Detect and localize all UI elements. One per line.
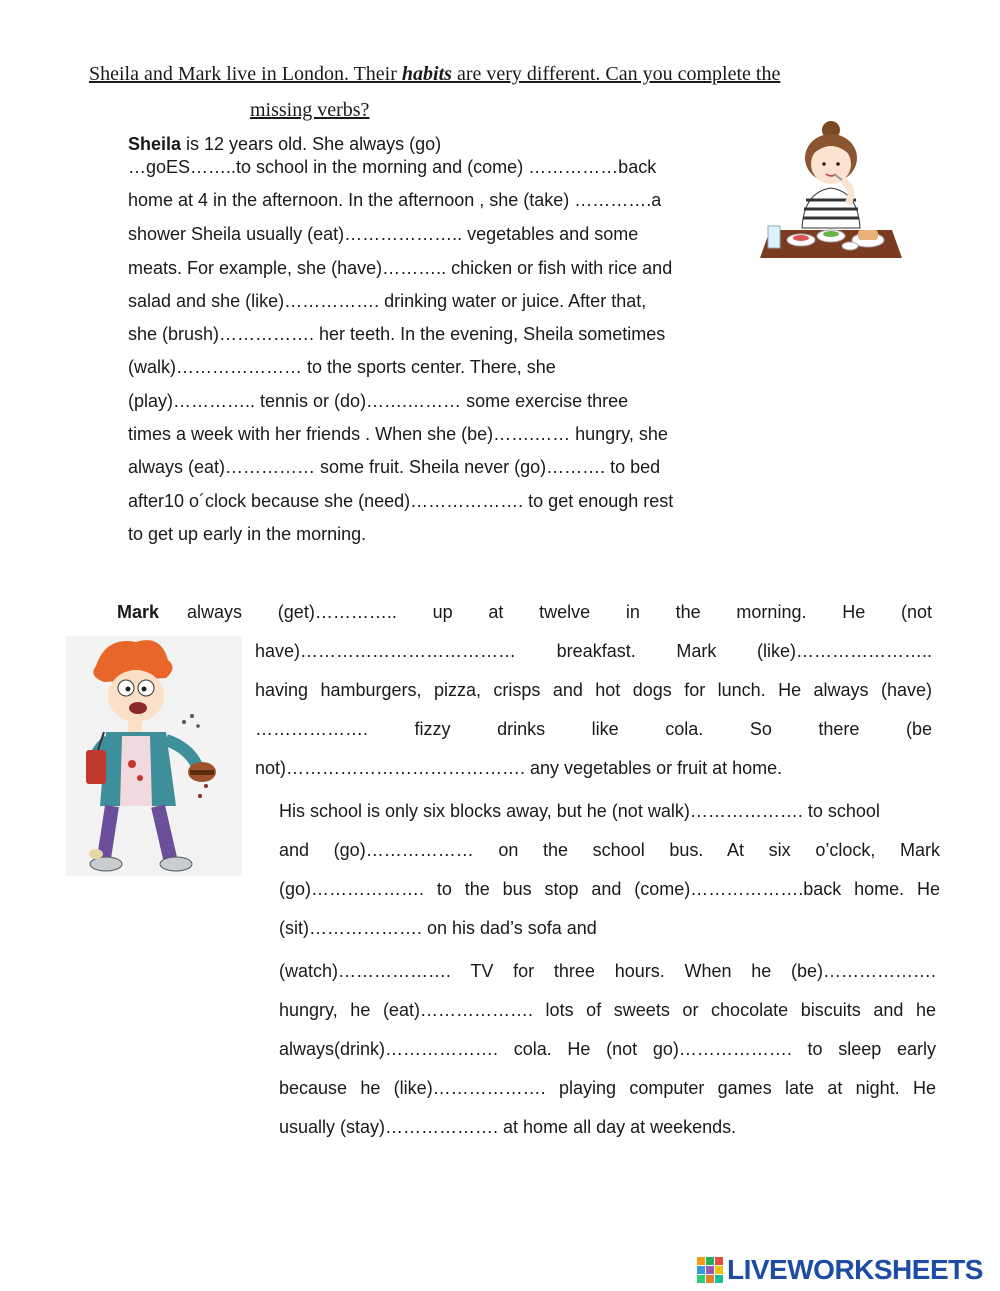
mark-line-10: (watch)………………. TV for three hours. When he (be)………………. [279, 961, 936, 981]
sheila-line-11: always (eat)…………… some fruit. Sheila never (go)………. to bed [128, 457, 661, 477]
mark-line-11: hungry, he (eat)………………. lots of sweets or chocolate biscuits and he [279, 1000, 936, 1020]
mark-line-14: usually (stay)………………. at home all day at weekends. [279, 1117, 737, 1137]
mark-line-9: (sit)………………. on his dad’s sofa and [279, 918, 597, 938]
sheila-name: Sheila [128, 134, 182, 154]
sheila-line-12: after10 o´clock because she (need)………………. to get enough rest [128, 491, 674, 511]
sheila-line-7: she (brush)……………. her teeth. In the evening, Sheila sometimes [128, 324, 666, 344]
worksheet-title [89, 56, 869, 128]
sheila-line-10: times a week with her friends . When she (be)…….…… hungry, she [128, 424, 668, 444]
sheila-line-2: …goES……..to school in the morning and (come) ……………back [128, 157, 657, 177]
sheila-line-3: home at 4 in the afternoon. In the afternoon , she (take) ………….a [128, 190, 662, 210]
liveworksheets-logo [697, 1255, 997, 1285]
sheila-line-1 [128, 134, 441, 155]
boy-eating-junk-food-icon [66, 636, 242, 886]
mark-line-8: (go)………………. to the bus stop and (come)……………….back home. He [279, 879, 940, 899]
sheila-line-9: (play)………….. tennis or (do)…….……… some exercise three [128, 391, 629, 411]
liveworksheets-logo-icon [697, 1257, 723, 1283]
sheila-line-13: to get up early in the morning. [128, 524, 367, 544]
mark-line-13: because he (like)………………. playing computer games late at night. He [279, 1078, 936, 1098]
title-part1: Sheila and Mark live in London. Their [89, 63, 402, 85]
mark-line-7: and (go)……………… on the school bus. At six o’clock, Mark [279, 840, 940, 860]
title-line2: missing verbs? [250, 99, 370, 121]
sheila-line-8: (walk)………………… to the sports center. There, she [128, 357, 556, 377]
girl-eating-icon [756, 118, 906, 260]
mark-name: Mark [117, 602, 160, 622]
mark-line-12: always(drink)………………. cola. He (not go)………………. to sleep early [279, 1039, 936, 1059]
mark-line-text: always (get)………….. up at twelve in the morning. He (not [187, 602, 932, 622]
sheila-line-text: is 12 years old. She always (go) [181, 134, 442, 154]
title-emphasis: habits [401, 63, 452, 85]
mark-line-4: ………………. fizzy drinks like cola. So there (be [255, 719, 932, 739]
mark-line-2: have)……………………………… breakfast. Mark (like)………………….. [255, 641, 932, 661]
sheila-line-6: salad and she (like)……………. drinking water or juice. After that, [128, 291, 647, 311]
mark-line-5: not)…………………………………. any vegetables or fruit at home. [255, 758, 783, 778]
sheila-line-4: shower Sheila usually (eat)……………….. vegetables and some [128, 224, 639, 244]
mark-line-1 [117, 602, 932, 623]
mark-line-6: His school is only six blocks away, but he (not walk)………………. to school [279, 801, 880, 821]
mark-line-3: having hamburgers, pizza, crisps and hot dogs for lunch. He always (have) [255, 680, 932, 700]
liveworksheets-logo-text: LIVEWORKSHEETS [727, 1254, 983, 1285]
title-part2: are very different. Can you complete the [451, 63, 781, 85]
sheila-line-5: meats. For example, she (have)……….. chicken or fish with rice and [128, 258, 673, 278]
